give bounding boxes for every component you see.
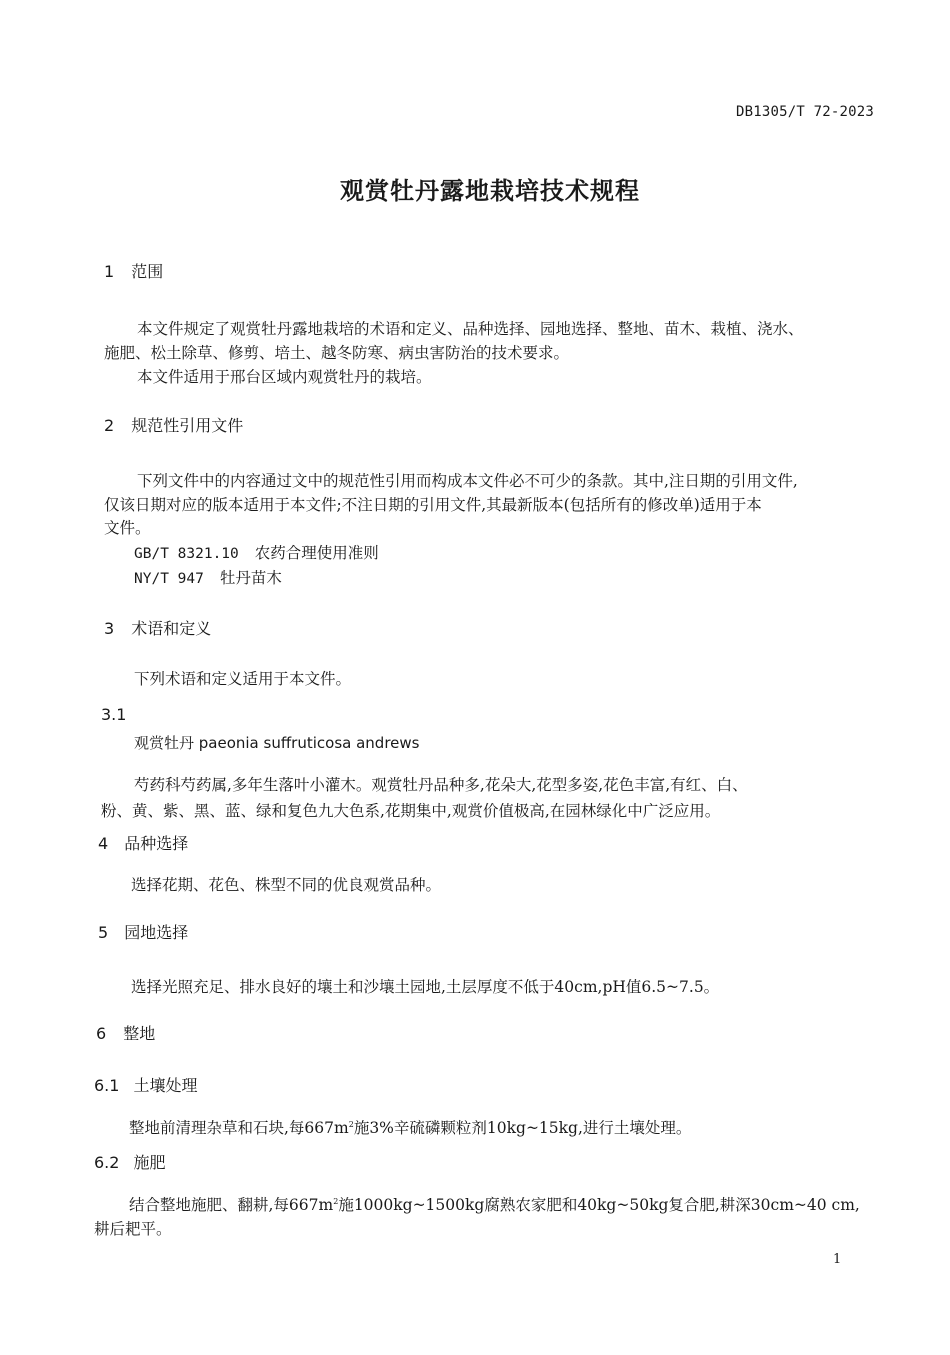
superscript: 2	[348, 1119, 354, 1129]
section-number: 4	[98, 834, 109, 853]
section-1-heading	[104, 259, 163, 282]
document-title: 观赏牡丹露地栽培技术规程	[340, 177, 640, 205]
section-number: 5	[98, 923, 109, 942]
section-title: 整地	[123, 1024, 156, 1043]
section-title: 术语和定义	[131, 619, 212, 638]
paragraph-line: 本文件适用于邢台区域内观赏牡丹的栽培。	[137, 368, 432, 386]
text-run: 施1000kg~1500kg腐熟农家肥和40kg~50kg复合肥,耕深30cm~40 cm,	[338, 1196, 860, 1214]
section-number: 6	[96, 1024, 107, 1043]
paragraph-line: 选择花期、花色、株型不同的优良观赏品种。	[131, 876, 442, 894]
paragraph-line: 施肥、松土除草、修剪、培土、越冬防寒、病虫害防治的技术要求。	[104, 344, 570, 362]
definition-line: 芍药科芍药属,多年生落叶小灌木。观赏牡丹品种多,花朵大,花型多姿,花色丰富,有红、白、	[134, 776, 748, 794]
subsection-number: 6.2	[94, 1153, 120, 1172]
text-run: 施3%辛硫磷颗粒剂10kg~15kg,进行土壤处理。	[353, 1119, 692, 1137]
paragraph-line	[129, 1193, 860, 1215]
section-number: 3	[104, 619, 115, 638]
section-4-heading	[98, 831, 188, 854]
text-run: 结合整地施肥、翻耕,每667m	[129, 1196, 334, 1214]
paragraph-line: 下列文件中的内容通过文中的规范性引用而构成本文件必不可少的条款。其中,注日期的引用文件,	[137, 472, 798, 490]
paragraph-line: 本文件规定了观赏牡丹露地栽培的术语和定义、品种选择、园地选择、整地、苗木、栽植、浇水、	[137, 320, 804, 338]
paragraph-line: 文件。	[104, 519, 151, 537]
section-6-heading	[96, 1021, 155, 1044]
text-run: 整地前清理杂草和石块,每667m	[129, 1119, 349, 1137]
paragraph-line: 耕后耙平。	[94, 1220, 172, 1238]
reference-item	[134, 566, 282, 588]
reference-code: GB/T 8321.10	[134, 546, 239, 562]
reference-name: 农药合理使用准则	[254, 544, 379, 562]
reference-name: 牡丹苗木	[219, 569, 282, 587]
subsection-number: 3.1	[101, 705, 127, 724]
section-title: 品种选择	[124, 834, 189, 853]
subsection-title: 施肥	[133, 1153, 166, 1172]
section-title: 园地选择	[124, 923, 189, 942]
document-code: DB1305/T 72-2023	[736, 104, 875, 120]
paragraph-line: 下列术语和定义适用于本文件。	[134, 670, 352, 688]
page-number: 1	[833, 1252, 842, 1267]
reference-code: NY/T 947	[134, 571, 204, 587]
subsection-title: 土壤处理	[133, 1076, 198, 1095]
superscript: 2	[333, 1196, 339, 1206]
term-entry: 观赏牡丹 paeonia suffruticosa andrews	[134, 734, 420, 752]
paragraph-line	[129, 1116, 691, 1138]
definition-line: 粉、黄、紫、黑、蓝、绿和复色九大色系,花期集中,观赏价值极高,在园林绿化中广泛应用。	[101, 802, 721, 820]
subsection-number: 6.1	[94, 1076, 120, 1095]
section-2-heading	[104, 413, 243, 436]
section-title: 范围	[131, 262, 164, 281]
reference-item	[134, 541, 379, 563]
paragraph-line: 选择光照充足、排水良好的壤土和沙壤土园地,土层厚度不低于40cm,pH值6.5~7.5。	[131, 978, 720, 996]
section-title: 规范性引用文件	[131, 416, 244, 435]
subsection-6-1-heading	[94, 1073, 197, 1096]
section-number: 1	[104, 262, 115, 281]
section-3-heading	[104, 616, 211, 639]
section-5-heading	[98, 920, 188, 943]
section-number: 2	[104, 416, 115, 435]
subsection-6-2-heading	[94, 1150, 165, 1173]
paragraph-line: 仅该日期对应的版本适用于本文件;不注日期的引用文件,其最新版本(包括所有的修改单)适用于本	[104, 496, 762, 514]
